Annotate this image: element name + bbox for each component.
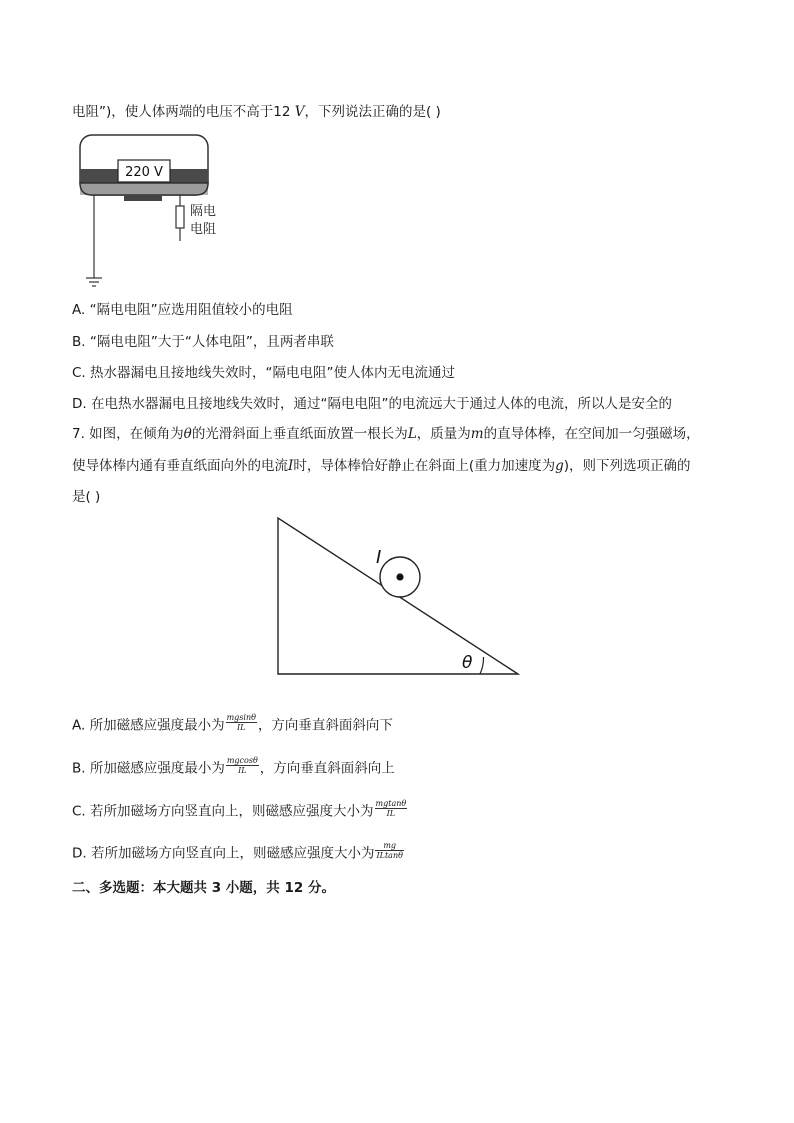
fraction: $\frac{mgsin\theta}{IL}$ xyxy=(226,713,256,732)
question-6-stem-end: 电阻”)，使人体两端的电压不高于12 V，下列说法正确的是( ) xyxy=(72,104,441,120)
resistor-label-line2: 电阻 xyxy=(190,222,217,237)
section-2-heading: 二、多选题：本大题共 3 小题，共 12 分。 xyxy=(72,880,335,896)
q6-option-c[interactable]: C. 热水器漏电且接地线失效时，“隔电电阻”使人体内无电流通过 xyxy=(72,365,455,381)
question-7-stem-line1: 7. 如图，在倾角为θ的光滑斜面上垂直纸面放置一根长为L，质量为m的直导体棒，在空间加一匀强磁场， xyxy=(72,426,700,442)
current-out-of-page-dot xyxy=(396,573,403,580)
fraction: $\frac{mg}{ILtan\theta}$ xyxy=(376,841,403,860)
resistor-label-line1: 隔电 xyxy=(190,204,217,219)
angle-theta-label: θ xyxy=(462,653,473,673)
current-label: I xyxy=(376,547,382,568)
question-7-stem-line3: 是( ) xyxy=(72,489,101,505)
fraction: $\frac{mgtan\theta}{IL}$ xyxy=(375,799,407,818)
display-voltage-text: 220 V xyxy=(125,165,163,180)
isolation-resistor xyxy=(176,206,184,228)
q6-option-b[interactable]: B. “隔电电阻”大于“人体电阻”，且两者串联 xyxy=(72,334,334,350)
q7-option-d[interactable]: D. 若所加磁场方向竖直向上，则磁感应强度大小为 $\frac{mg}{ILtan\theta}$ xyxy=(72,841,403,862)
water-heater-diagram xyxy=(78,133,238,293)
q7-option-b[interactable]: B. 所加磁感应强度最小为 $\frac{mgcos\theta}{IL}$ ，方向垂直斜面斜向上 xyxy=(72,756,395,777)
q7-option-a[interactable]: A. 所加磁感应强度最小为 $\frac{mgsin\theta}{IL}$ ，方向垂直斜面斜向下 xyxy=(72,713,393,734)
q6-option-a[interactable]: A. “隔电电阻”应选用阻值较小的电阻 xyxy=(72,302,293,318)
q7-option-c[interactable]: C. 若所加磁场方向竖直向上，则磁感应强度大小为 $\frac{mgtan\theta}{IL}$ xyxy=(72,799,407,820)
incline-diagram xyxy=(270,512,530,682)
question-7-stem-line2: 使导体棒内通有垂直纸面向外的电流I时，导体棒恰好静止在斜面上(重力加速度为g)，则下列选项正确的 xyxy=(72,458,691,474)
q6-option-d[interactable]: D. 在电热水器漏电且接地线失效时，通过“隔电电阻”的电流远大于通过人体的电流，所以人是安全的 xyxy=(72,396,672,412)
fraction: $\frac{mgcos\theta}{IL}$ xyxy=(226,756,258,775)
